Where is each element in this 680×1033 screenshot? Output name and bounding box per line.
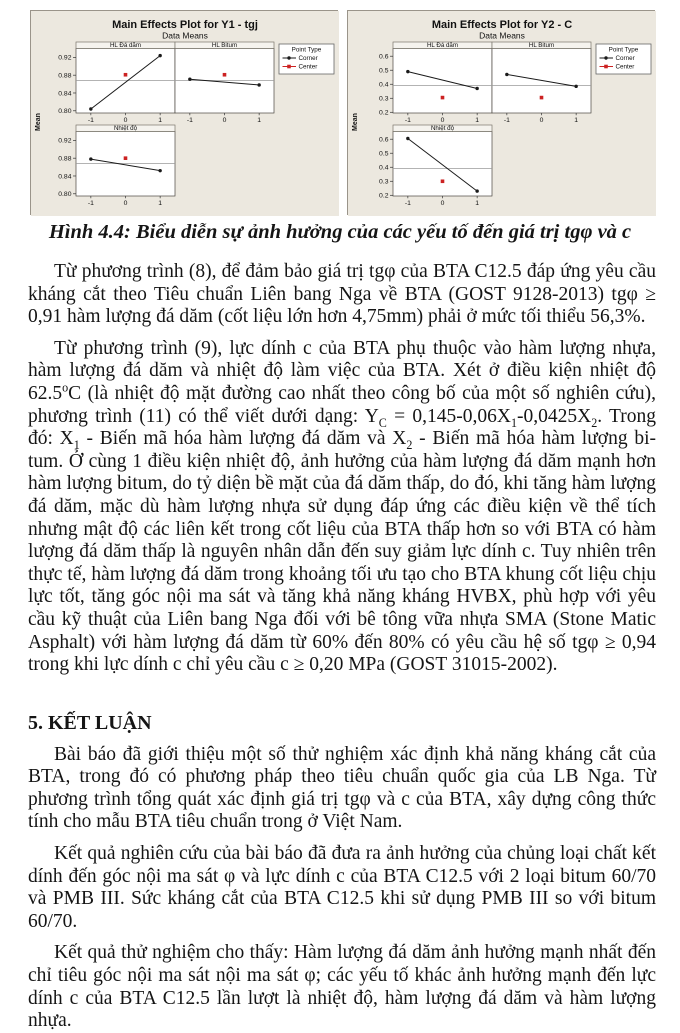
superscript-degree: o: [62, 380, 69, 395]
svg-text:0.2: 0.2: [379, 192, 389, 200]
svg-text:0.2: 0.2: [379, 109, 389, 117]
figure-caption: Hình 4.4: Biểu diễn sự ảnh hưởng của các yếu tố đến giá trị tgφ và c: [48, 221, 632, 243]
svg-text:0.88: 0.88: [58, 155, 72, 163]
svg-text:Main Effects Plot for Y2 - C: Main Effects Plot for Y2 - C: [431, 19, 573, 31]
svg-text:1: 1: [475, 200, 480, 207]
svg-text:0.92: 0.92: [58, 54, 72, 62]
paragraph-2: [28, 338, 656, 677]
body-text: [28, 261, 656, 1033]
svg-text:Center: Center: [615, 63, 635, 71]
svg-text:0: 0: [539, 117, 544, 124]
text-fragment: - Biến mã hóa hàm lượng bi-tum. Ở cùng 1 điều kiện nhiệt độ, ảnh hưởng của hàm lượng đá dăm mạnh hơn hàm lượng bitum, do tỷ diện bề mặt của đá dăm thấp, do đó, khi tăng hàm lượng đá dăm, mặc dù hàm lượng nhựa sử dụng đáp ứng các điều kiện về thể tích nhưng mật độ các liên kết trong cốt liệu của BTA thấp hơn so với BTA có hàm lượng đá dăm thấp là nguyên nhân dẫn đến suy giảm lực dính c. Tuy nhiên trên thực tế, hàm lượng đá dăm trong khoảng tối ưu tạo cho BTA khung cốt liệu chịu lực tốt, tăng góc nội ma sát và tăng khả năng kháng HVBX, phù hợp với yêu cầu kỹ thuật của Liên bang Nga đối với bê tông vữa nhựa SMA (Stone Matic Asphalt) với hàm lượng đá dăm từ 60% đến 80% có yêu cầu hệ số tgφ ≥ 0,94 trong khi lực dính c chỉ yêu cầu c ≥ 0,20 MPa (GOST 31015-2002).: [28, 428, 656, 676]
svg-text:Data Means: Data Means: [162, 30, 208, 41]
svg-text:0.3: 0.3: [379, 95, 389, 103]
svg-text:Point Type: Point Type: [291, 46, 322, 54]
subscript-1: 1: [510, 415, 517, 430]
svg-text:-1: -1: [404, 117, 411, 124]
svg-text:0.88: 0.88: [58, 72, 72, 80]
svg-text:-1: -1: [186, 117, 193, 124]
svg-text:1: 1: [475, 117, 480, 124]
svg-text:0.5: 0.5: [379, 150, 389, 158]
section-heading-conclusion: 5. KẾT LUẬN: [28, 711, 152, 734]
svg-text:Center: Center: [298, 63, 318, 71]
svg-text:HL Đá dăm: HL Đá dăm: [426, 42, 459, 49]
svg-text:0.6: 0.6: [379, 53, 389, 61]
svg-text:-1: -1: [87, 117, 94, 124]
svg-text:-1: -1: [404, 200, 411, 207]
subscript-1: 1: [73, 438, 80, 453]
subscript-2: 2: [406, 438, 413, 453]
figure-4-4: [0, 0, 680, 252]
svg-text:1: 1: [158, 117, 163, 124]
svg-text:-1: -1: [87, 200, 94, 207]
main-effects-plot-y1-chart: [30, 10, 338, 215]
svg-text:0.3: 0.3: [379, 178, 389, 186]
svg-text:0.84: 0.84: [58, 173, 72, 181]
text-fragment: - Biến mã hóa hàm lượng đá dăm và X: [79, 428, 407, 450]
text-fragment: -0,0425X: [517, 405, 592, 427]
svg-text:Nhiệt độ: Nhiệt độ: [113, 125, 138, 132]
paragraph-4: Kết quả nghiên cứu của bài báo đã đưa ra ảnh hưởng của chủng loại chất kết dính đến góc nội ma sát φ và lực dính c của BTA C12.5 với 2 loại bitum 60/70 và PMB III. Sức kháng cắt của BTA C12.5 khi sử dụng PMB III so với bitum 60/70.: [28, 843, 656, 932]
svg-text:0: 0: [440, 117, 445, 124]
text-fragment: = 0,145-0,06X: [386, 405, 511, 427]
subscript-c: C: [378, 415, 387, 430]
paragraph-5: Kết quả thử nghiệm cho thấy: Hàm lượng đá dăm ảnh hưởng mạnh nhất đến chỉ tiêu góc nội ma sát nội ma sát φ; các yếu tố khác ảnh hưởng mạnh đến lực dính c của BTA C12.5 lần lượt là nhiệt độ, hàm lượng đá dăm và hàm lượng nhựa.: [28, 942, 656, 1032]
svg-text:0.4: 0.4: [379, 164, 389, 172]
paragraph-1: Từ phương trình (8), để đảm bảo giá trị tgφ của BTA C12.5 đáp ứng yêu cầu kháng cắt theo Tiêu chuẩn Liên bang Nga về BTA (GOST 9128-2013) tgφ ≥ 0,91 hàm lượng đá dăm (cốt liệu lớn hơn 4,75mm) phải ở mức tối thiểu 56,3%.: [28, 261, 656, 328]
svg-text:0: 0: [222, 117, 227, 124]
svg-text:Mean: Mean: [352, 113, 359, 131]
svg-text:Corner: Corner: [298, 55, 318, 63]
svg-text:HL Bitum: HL Bitum: [528, 42, 555, 49]
svg-text:0.80: 0.80: [58, 108, 72, 116]
svg-text:HL Bitum: HL Bitum: [211, 42, 238, 49]
text-fragment: Từ phương trình (9), lực dính c của BTA phụ thuộc vào hàm lượng nhựa, hàm lượng đá dăm và nhiệt độ làm việc của BTA. Xét ở điều kiện nhiệt độ 62.5: [28, 337, 656, 404]
svg-text:0.6: 0.6: [379, 136, 389, 144]
svg-text:1: 1: [158, 200, 163, 207]
text-fragment: . Trong đó: X: [28, 405, 657, 450]
svg-text:0.84: 0.84: [58, 90, 72, 98]
svg-text:0.80: 0.80: [58, 191, 72, 199]
svg-text:Point Type: Point Type: [608, 46, 639, 54]
svg-text:1: 1: [574, 117, 579, 124]
svg-text:0: 0: [123, 200, 128, 207]
svg-text:0: 0: [440, 200, 445, 207]
svg-text:Main Effects Plot for Y1 - tgj: Main Effects Plot for Y1 - tgj: [112, 19, 258, 31]
text-fragment: C (là nhiệt độ mặt đường cao nhất theo công bố của một số nghiên cứu), phương trình (11) có thể viết dưới dạng: Y: [28, 382, 656, 427]
svg-text:HL Đá dăm: HL Đá dăm: [109, 42, 142, 49]
svg-text:0.92: 0.92: [58, 137, 72, 145]
svg-text:1: 1: [257, 117, 262, 124]
svg-text:0.5: 0.5: [379, 67, 389, 75]
svg-text:Mean: Mean: [35, 113, 42, 131]
subscript-2: 2: [591, 415, 598, 430]
svg-text:Nhiệt độ: Nhiệt độ: [430, 125, 455, 132]
main-effects-plot-y2-chart: [347, 10, 655, 215]
svg-text:Data Means: Data Means: [479, 30, 525, 41]
svg-text:0: 0: [123, 117, 128, 124]
svg-text:-1: -1: [503, 117, 510, 124]
svg-text:Corner: Corner: [615, 55, 635, 63]
svg-text:0.4: 0.4: [379, 81, 389, 89]
paragraph-3: Bài báo đã giới thiệu một số thử nghiệm xác định khả năng kháng cắt của BTA, trong đó có phương pháp theo tiêu chuẩn quốc gia của LB Nga. Từ phương trình tổng quát xác định giá trị tgφ và c của BTA, xây dựng công thức tính cho mẫu BTA tiêu chuẩn trong ở Việt Nam.: [28, 743, 656, 833]
